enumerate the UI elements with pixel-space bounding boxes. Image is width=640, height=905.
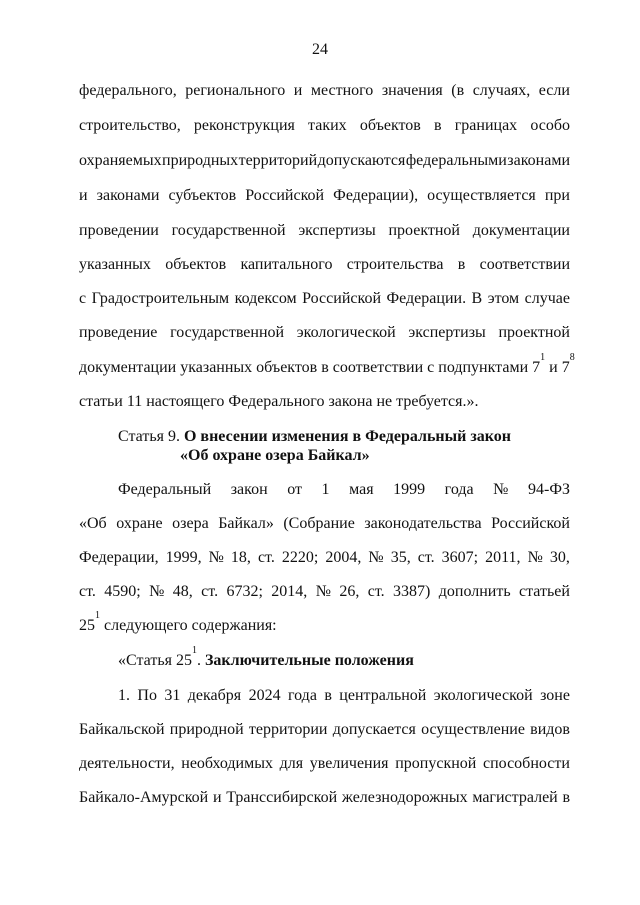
word: 1. xyxy=(118,687,130,704)
article-heading xyxy=(118,645,578,672)
text-line xyxy=(79,581,570,603)
text-line xyxy=(79,787,570,809)
text-line xyxy=(79,254,570,276)
word: пропускной xyxy=(395,755,477,772)
word: № xyxy=(149,583,165,600)
word: ст. xyxy=(79,583,96,600)
word: местного xyxy=(310,82,374,99)
text-line xyxy=(79,322,570,344)
word: центральной xyxy=(339,687,427,704)
word: года xyxy=(287,687,317,704)
word: строительства xyxy=(346,256,444,273)
word: Российской xyxy=(491,515,570,532)
word: Байкало-Амурской xyxy=(79,789,209,806)
word: регионального xyxy=(185,82,286,99)
word: границах xyxy=(454,117,518,134)
article-title: О внесении изменения в Федеральный закон xyxy=(183,428,512,445)
word: природной xyxy=(169,721,244,738)
word: экспертизы xyxy=(408,324,486,341)
word: и xyxy=(293,82,303,99)
word: железнодорожных xyxy=(341,789,468,806)
word: (в xyxy=(451,82,465,99)
word: «Об xyxy=(79,515,107,532)
word: 31 xyxy=(164,687,181,704)
word: 3387) xyxy=(393,583,431,600)
word: Федеральный xyxy=(118,481,212,498)
text-line xyxy=(79,80,570,102)
word: в xyxy=(434,117,442,134)
word: Федерации, xyxy=(79,549,159,566)
word: территории xyxy=(248,721,328,738)
word: федерального, xyxy=(79,82,177,99)
word: государственной xyxy=(170,324,285,341)
text-line xyxy=(79,610,570,637)
word: в xyxy=(562,789,570,806)
word: указанных xyxy=(79,256,151,273)
article-title: Заключительные положения xyxy=(204,652,414,669)
word: № xyxy=(493,481,509,498)
word: в xyxy=(324,687,332,704)
word: охраняемых xyxy=(79,152,162,169)
word: особо xyxy=(530,117,570,134)
word: ст. xyxy=(367,583,385,600)
word: случаях, xyxy=(472,82,531,99)
word: года xyxy=(444,481,474,498)
word: 1 xyxy=(321,481,330,498)
word: ст. xyxy=(201,583,219,600)
word: 1999, xyxy=(165,549,202,566)
word: 1999 xyxy=(393,481,426,498)
word: № xyxy=(368,549,384,566)
text-segment: . xyxy=(196,652,205,669)
word: Российской xyxy=(302,290,382,307)
text-line xyxy=(79,220,570,242)
text-line xyxy=(79,547,570,569)
word: увеличения xyxy=(309,755,389,772)
text-line xyxy=(79,115,570,137)
word: экспертизы xyxy=(298,222,376,239)
text-line xyxy=(118,685,570,707)
article-label: Статья 9. xyxy=(118,428,184,445)
word: (Собрание xyxy=(283,515,355,532)
word: 35, xyxy=(390,549,411,566)
word: от xyxy=(287,481,302,498)
text-line xyxy=(79,753,570,775)
word: случае xyxy=(524,290,570,307)
word: № xyxy=(208,549,224,566)
word: строительство, xyxy=(79,117,181,134)
word: осуществляется xyxy=(427,187,536,204)
word: государственной xyxy=(171,222,286,239)
text-line xyxy=(118,479,570,501)
word: ст. xyxy=(417,549,435,566)
text-segment: и 7 xyxy=(545,359,570,376)
word: значения xyxy=(381,82,443,99)
text-line xyxy=(79,352,575,379)
word: № xyxy=(527,549,543,566)
word: 2220; xyxy=(281,549,319,566)
word: таких xyxy=(308,117,347,134)
text-segment: 25 xyxy=(79,617,95,634)
superscript: 1 xyxy=(95,610,100,621)
word: законами xyxy=(507,152,570,169)
word: ст. xyxy=(257,549,275,566)
article-title-line2: «Об охране озера Байкал» xyxy=(180,447,370,464)
text-segment: документации указанных объектов в соответствии с подпунктами 7 xyxy=(79,359,541,376)
word: Градостроительным xyxy=(91,290,230,307)
word: проектной xyxy=(498,324,570,341)
text-segment: следующего содержания: xyxy=(100,617,277,634)
text-line xyxy=(79,719,570,741)
word: способности xyxy=(483,755,570,772)
superscript: 8 xyxy=(569,352,575,363)
word: экологической xyxy=(433,687,533,704)
text-line xyxy=(79,288,570,310)
word: деятельности, xyxy=(79,755,175,772)
word: 18, xyxy=(230,549,251,566)
word: осуществление xyxy=(421,721,525,738)
word: зоне xyxy=(540,687,570,704)
word: соответствии xyxy=(479,256,570,273)
text-line xyxy=(79,185,570,207)
word: 4590; xyxy=(104,583,141,600)
word: в xyxy=(457,256,466,273)
word: Байкальской xyxy=(79,721,165,738)
word: Байкал» xyxy=(218,515,274,532)
word: экологической xyxy=(296,324,396,341)
word: если xyxy=(538,82,570,99)
word: мая xyxy=(349,481,374,498)
article-label: «Статья 25 xyxy=(118,652,192,669)
word: В xyxy=(471,290,483,307)
text-line xyxy=(79,150,570,172)
word: проектной xyxy=(388,222,460,239)
text-line: статьи 11 настоящего Федерального закона не требуется.». xyxy=(79,393,479,410)
word: и xyxy=(212,789,222,806)
word: и xyxy=(79,187,88,204)
word: Российской xyxy=(245,187,325,204)
word: законами xyxy=(96,187,160,204)
word: видов xyxy=(530,721,570,738)
text-line xyxy=(79,513,570,535)
word: объектов xyxy=(165,256,227,273)
word: 26, xyxy=(339,583,360,600)
word: с xyxy=(79,290,87,307)
word: По xyxy=(137,687,157,704)
word: Федерации. xyxy=(386,290,467,307)
word: этом xyxy=(487,290,520,307)
word: 2004, xyxy=(325,549,362,566)
word: магистралей xyxy=(472,789,558,806)
word: субъектов xyxy=(168,187,237,204)
word: охране xyxy=(116,515,163,532)
word: 2014, xyxy=(271,583,308,600)
word: 2024 xyxy=(248,687,281,704)
superscript: 1 xyxy=(540,352,546,363)
word: территорий xyxy=(238,152,318,169)
word: 2011, xyxy=(485,549,521,566)
word: необходимых xyxy=(181,755,273,772)
word: объектов xyxy=(359,117,421,134)
word: № xyxy=(315,583,331,600)
word: 6732; xyxy=(226,583,263,600)
word: 30, xyxy=(549,549,570,566)
word: проведении xyxy=(79,222,159,239)
word: для xyxy=(279,755,304,772)
word: капитального xyxy=(240,256,333,273)
word: 48, xyxy=(172,583,193,600)
word: реконструкция xyxy=(193,117,295,134)
word: при xyxy=(544,187,570,204)
word: закон xyxy=(230,481,268,498)
word: статьей xyxy=(519,583,570,600)
word: проведение xyxy=(79,324,158,341)
superscript: 1 xyxy=(191,645,197,656)
word: Транссибирской xyxy=(226,789,338,806)
word: федеральными xyxy=(405,152,507,169)
article-heading-line2 xyxy=(180,445,580,467)
word: 3607; xyxy=(441,549,479,566)
word: 94-ФЗ xyxy=(527,481,570,498)
word: допускаются xyxy=(317,152,406,169)
word: кодексом xyxy=(234,290,297,307)
word: природных xyxy=(162,152,239,169)
word: декабря xyxy=(187,687,242,704)
page-number: 24 xyxy=(312,41,328,58)
word: озера xyxy=(172,515,209,532)
word: Федерации), xyxy=(333,187,419,204)
word: законодательства xyxy=(364,515,482,532)
word: допускается xyxy=(332,721,416,738)
word: дополнить xyxy=(438,583,511,600)
word: документации xyxy=(472,222,570,239)
